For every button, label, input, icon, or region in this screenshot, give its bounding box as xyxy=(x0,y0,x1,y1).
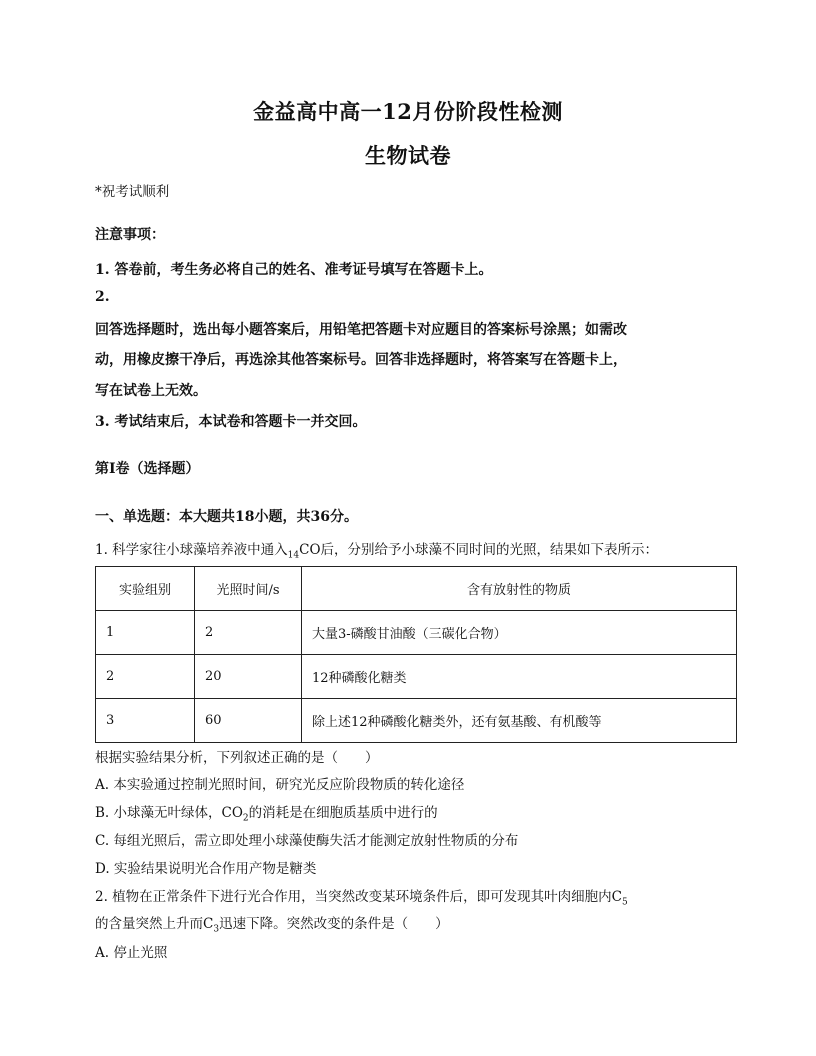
table-cell: 大量3-磷酸甘油酸（三碳化合物） xyxy=(302,611,737,655)
question-1-stem: 1. 科学家往小球藻培养液中通入$_{14}$CO后，分别给予小球藻不同时间的光照，结果如下表所示： xyxy=(95,542,659,561)
table-cell: 60 xyxy=(195,699,302,743)
question-2-stem-line-1: 2. 植物在正常条件下进行光合作用，当突然改变某环境条件后，即可发现其叶肉细胞内$C_5$ xyxy=(95,889,628,908)
table-row xyxy=(96,611,737,655)
table-header: 光照时间/s xyxy=(195,567,302,611)
notice-item-2-line-2: 动，用橡皮擦干净后，再选涂其他答案标号。回答非选择题时，将答案写在答题卡上， xyxy=(95,352,627,368)
table-row xyxy=(96,699,737,743)
notice-item-2-line-1: 回答选择题时，选出每小题答案后，用铅笔把答题卡对应题目的答案标号涂黑；如需改 xyxy=(95,322,627,338)
question-1-option-a: A. 本实验通过控制光照时间，研究光反应阶段物质的转化途径 xyxy=(95,777,465,793)
notice-heading: 注意事项： xyxy=(95,227,165,243)
question-1-option-b: B. 小球藻无叶绿体，$CO_2$的消耗是在细胞质基质中进行的 xyxy=(95,805,438,824)
table-cell: 2 xyxy=(96,655,195,699)
notice-item-2-number: 2. xyxy=(95,289,110,305)
part-heading: 第Ⅰ卷（选择题） xyxy=(95,461,200,477)
notice-item-1: 1. 答卷前，考生务必将自己的姓名、准考证号填写在答题卡上。 xyxy=(95,262,493,278)
table-row xyxy=(96,655,737,699)
section-heading: 一、单选题：本大题共18小题，共36分。 xyxy=(95,509,358,525)
table-header: 含有放射性的物质 xyxy=(302,567,737,611)
table-cell: 2 xyxy=(195,611,302,655)
notice-item-2-line-3: 写在试卷上无效。 xyxy=(95,383,207,399)
wish-text: *祝考试顺利 xyxy=(95,184,170,200)
question-2-option-a: A. 停止光照 xyxy=(95,945,168,961)
table-header: 实验组别 xyxy=(96,567,195,611)
table-cell: 20 xyxy=(195,655,302,699)
exam-title: 金益高中高一12月份阶段性检测 xyxy=(253,99,563,124)
table-cell: 12种磷酸化糖类 xyxy=(302,655,737,699)
table-cell: 3 xyxy=(96,699,195,743)
table-cell: 除上述12种磷酸化糖类外，还有氨基酸、有机酸等 xyxy=(302,699,737,743)
isotope-subscript: 14 xyxy=(287,550,300,561)
notice-item-3: 3. 考试结束后，本试卷和答题卡一并交回。 xyxy=(95,414,367,430)
table-header-row xyxy=(96,567,737,611)
experiment-table xyxy=(95,566,737,743)
question-1-option-d: D. 实验结果说明光合作用产物是糖类 xyxy=(95,861,317,877)
question-1-prompt: 根据实验结果分析，下列叙述正确的是（ ） xyxy=(95,750,379,766)
question-2-stem-line-2: 的含量突然上升而$C_3$迅速下降。突然改变的条件是（ ） xyxy=(95,916,449,935)
question-1-option-c: C. 每组光照后，需立即处理小球藻使酶失活才能测定放射性物质的分布 xyxy=(95,833,519,849)
exam-subtitle: 生物试卷 xyxy=(365,143,451,168)
table-cell: 1 xyxy=(96,611,195,655)
